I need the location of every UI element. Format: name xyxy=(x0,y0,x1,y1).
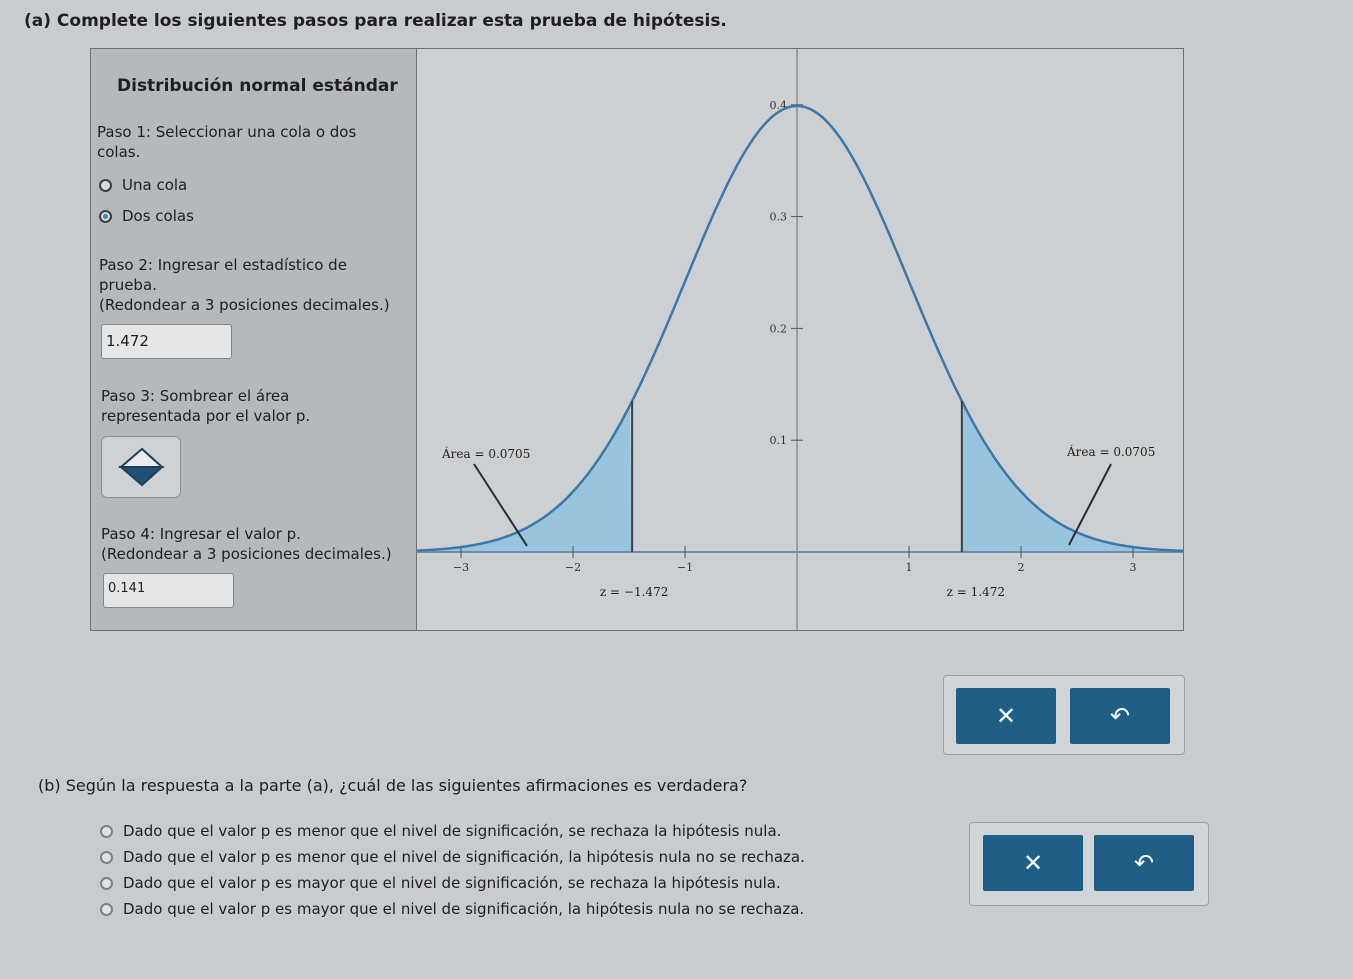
p-value-input[interactable]: 0.141 xyxy=(103,573,234,608)
part-a-button-group xyxy=(943,675,1185,755)
clear-button-b[interactable] xyxy=(983,835,1083,891)
step4-label-line1: Paso 4: Ingresar el valor p. xyxy=(101,525,301,543)
right-area-label: Área = 0.0705 xyxy=(1067,445,1156,459)
y-tick-label-0: 0.4 xyxy=(769,98,787,112)
radio-circle[interactable] xyxy=(99,179,112,192)
radio-one-tail[interactable] xyxy=(99,176,187,194)
x-tick-label-3: 1 xyxy=(905,561,913,574)
step1-label-line2: colas. xyxy=(97,143,141,161)
x-tick-label-0: −3 xyxy=(452,561,470,574)
left-area-pointer xyxy=(474,464,527,546)
y-tick-label-2: 0.2 xyxy=(769,322,787,336)
option-4-text: Dado que el valor p es mayor que el nivel de significación, la hipótesis nula no se rechaza. xyxy=(123,900,805,918)
step4-label-line2: (Redondear a 3 posiciones decimales.) xyxy=(101,545,392,563)
x-tick-label-5: 3 xyxy=(1129,561,1137,574)
shade-tool-icon xyxy=(102,437,182,499)
x-tick-label-2: −1 xyxy=(676,561,694,574)
undo-icon: ↶ xyxy=(1133,849,1155,877)
x-tick-label-1: −2 xyxy=(564,561,582,574)
radio-two-tails-label: Dos colas xyxy=(122,207,194,225)
option-1-text: Dado que el valor p es menor que el nivel de significación, se rechaza la hipótesis nula. xyxy=(123,822,782,840)
part-b-button-group xyxy=(969,822,1209,906)
part-b-heading: (b) Según la respuesta a la parte (a), ¿cuál de las siguientes afirmaciones es verdadera? xyxy=(38,776,748,795)
x-tick-label-4: 2 xyxy=(1017,561,1025,574)
undo-button[interactable] xyxy=(1070,688,1170,744)
option-2-radio[interactable] xyxy=(100,851,113,864)
option-3-text: Dado que el valor p es mayor que el nivel de significación, se rechaza la hipótesis nula. xyxy=(123,874,781,892)
sidebar xyxy=(91,49,417,630)
option-2[interactable] xyxy=(100,848,805,866)
radio-one-tail-label: Una cola xyxy=(122,176,188,194)
step2-label-line3: (Redondear a 3 posiciones decimales.) xyxy=(99,296,390,314)
hypothesis-test-panel xyxy=(90,48,1184,631)
step2-label-line2: prueba. xyxy=(99,276,157,294)
clear-button[interactable] xyxy=(956,688,1056,744)
step1-label-line1: Paso 1: Seleccionar una cola o dos xyxy=(97,123,357,141)
normal-curve-plot[interactable] xyxy=(417,49,1183,630)
step4-label xyxy=(101,524,392,564)
option-4-radio[interactable] xyxy=(100,903,113,916)
undo-icon: ↶ xyxy=(1109,702,1131,730)
step1-label xyxy=(97,122,356,162)
close-icon: ✕ xyxy=(995,702,1017,730)
shade-tool-button[interactable] xyxy=(101,436,181,498)
y-tick-label-3: 0.1 xyxy=(769,434,787,448)
step2-label xyxy=(99,255,390,315)
test-statistic-input[interactable]: 1.472 xyxy=(101,324,232,359)
undo-button-b[interactable] xyxy=(1094,835,1194,891)
radio-circle-selected[interactable] xyxy=(99,210,112,223)
sidebar-title: Distribución normal estándar xyxy=(117,76,398,96)
option-4[interactable] xyxy=(100,900,804,918)
option-3[interactable] xyxy=(100,874,781,892)
radio-two-tails[interactable] xyxy=(99,207,194,225)
right-z-label: z = 1.472 xyxy=(946,585,1006,599)
option-1-radio[interactable] xyxy=(100,825,113,838)
part-a-heading: (a) Complete los siguientes pasos para realizar esta prueba de hipótesis. xyxy=(24,11,727,31)
left-z-label: z = −1.472 xyxy=(599,585,669,599)
option-3-radio[interactable] xyxy=(100,877,113,890)
step3-label-line2: representada por el valor p. xyxy=(101,407,311,425)
step3-label-line1: Paso 3: Sombrear el área xyxy=(101,387,290,405)
option-1[interactable] xyxy=(100,822,781,840)
step3-label xyxy=(101,386,310,426)
left-area-label: Área = 0.0705 xyxy=(442,447,531,461)
option-2-text: Dado que el valor p es menor que el nivel de significación, la hipótesis nula no se rechaza. xyxy=(123,848,805,866)
y-tick-label-1: 0.3 xyxy=(769,210,787,224)
step2-label-line1: Paso 2: Ingresar el estadístico de xyxy=(99,256,347,274)
right-area-pointer xyxy=(1069,464,1111,545)
close-icon: ✕ xyxy=(1022,849,1044,877)
